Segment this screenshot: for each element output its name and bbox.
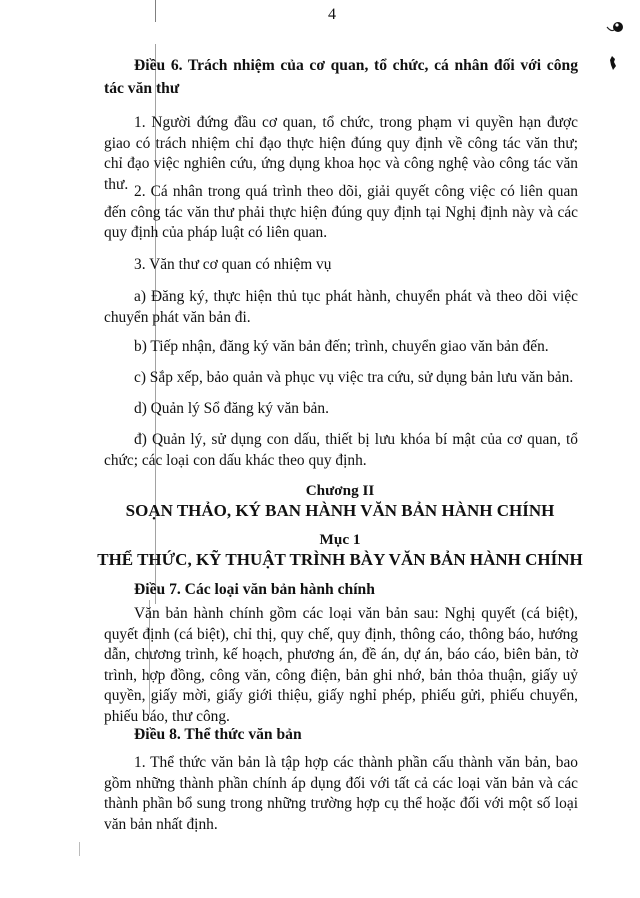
article-7	[104, 578, 578, 601]
chapter-title: SOẠN THẢO, KÝ BAN HÀNH VĂN BẢN HÀNH CHÍNH	[125, 501, 555, 520]
article-7-heading: Điều 7. Các loại văn bản hành chính	[134, 581, 375, 598]
duty-item-d	[104, 399, 578, 420]
paragraph: 1. Người đứng đầu cơ quan, tổ chức, trong phạm vi quyền hạn được giao có trách nhiệm chỉ đạo thực hiện đúng quy định về công tác văn thư; chỉ đạo việc nghiên cứu, ứng dụng khoa học và công nghệ vào công tác văn thư.	[104, 114, 578, 193]
article-6-heading: Điều 6. Trách nhiệm của cơ quan, tổ chức, cá nhân đối với công tác văn thư	[104, 57, 578, 97]
list-item: a) Đăng ký, thực hiện thủ tục phát hành, chuyển phát và theo dõi việc chuyển phát văn bản đi.	[104, 288, 578, 326]
list-item: đ) Quản lý, sử dụng con dấu, thiết bị lưu khóa bí mật của cơ quan, tổ chức; các loại con dấu khác theo quy định.	[104, 431, 578, 469]
section-label: Mục 1	[319, 531, 361, 548]
chapter-label: Chương II	[305, 482, 375, 499]
list-item: b) Tiếp nhận, đăng ký văn bản đến; trình, chuyển giao văn bản đến.	[134, 338, 549, 355]
article-7-para-1	[104, 604, 578, 728]
article-6	[104, 54, 578, 100]
article-6-para-3	[104, 255, 578, 276]
duty-item-b	[104, 337, 578, 358]
scan-blot-icon	[609, 56, 617, 70]
section-title: THỂ THỨC, KỸ THUẬT TRÌNH BÀY VĂN BẢN HÀNH CHÍNH	[97, 550, 583, 569]
duty-item-a	[104, 287, 578, 328]
paragraph: 1. Thể thức văn bản là tập hợp các thành phần cấu thành văn bản, bao gồm những thành phần chính áp dụng đối với tất cả các loại văn bản và các thành phần bổ sung trong những trường hợp cụ thể hoặc đối với một số loại văn bản nhất định.	[104, 754, 578, 833]
chapter-heading	[90, 481, 590, 522]
duty-item-dd	[104, 430, 578, 471]
paragraph: 3. Văn thư cơ quan có nhiệm vụ	[134, 256, 332, 273]
article-6-para-2	[104, 182, 578, 244]
paragraph: Văn bản hành chính gồm các loại văn bản sau: Nghị quyết (cá biệt), quyết định (cá biệt), chỉ thị, quy chế, quy định, thông cáo, thông báo, hướng dẫn, chương trình, kế hoạch, phương án, đề án, dự án, báo cáo, biên bản, tờ trình, hợp đồng, công văn, công điện, bản ghi nhớ, bản thỏa thuận, giấy uỷ quyền, giấy mời, giấy giới thiệu, giấy nghỉ phép, phiếu gửi, phiếu chuyển, phiếu báo, thư công.	[104, 605, 578, 725]
list-item: c) Sắp xếp, bảo quản và phục vụ việc tra cứu, sử dụng bản lưu văn bản.	[134, 369, 574, 386]
scan-artifact-line	[79, 842, 80, 856]
duty-item-c	[104, 368, 578, 389]
article-8	[104, 723, 578, 746]
article-8-heading: Điều 8. Thể thức văn bản	[134, 726, 302, 743]
page-number: 4	[328, 6, 336, 23]
article-8-para-1	[104, 753, 578, 835]
list-item: d) Quản lý Sổ đăng ký văn bản.	[134, 400, 329, 417]
paragraph: 2. Cá nhân trong quá trình theo dõi, giải quyết công việc có liên quan đến công tác văn thư phải thực hiện đúng quy định tại Nghị định này và các quy định của pháp luật có liên quan.	[104, 183, 578, 242]
section-heading	[90, 530, 590, 571]
